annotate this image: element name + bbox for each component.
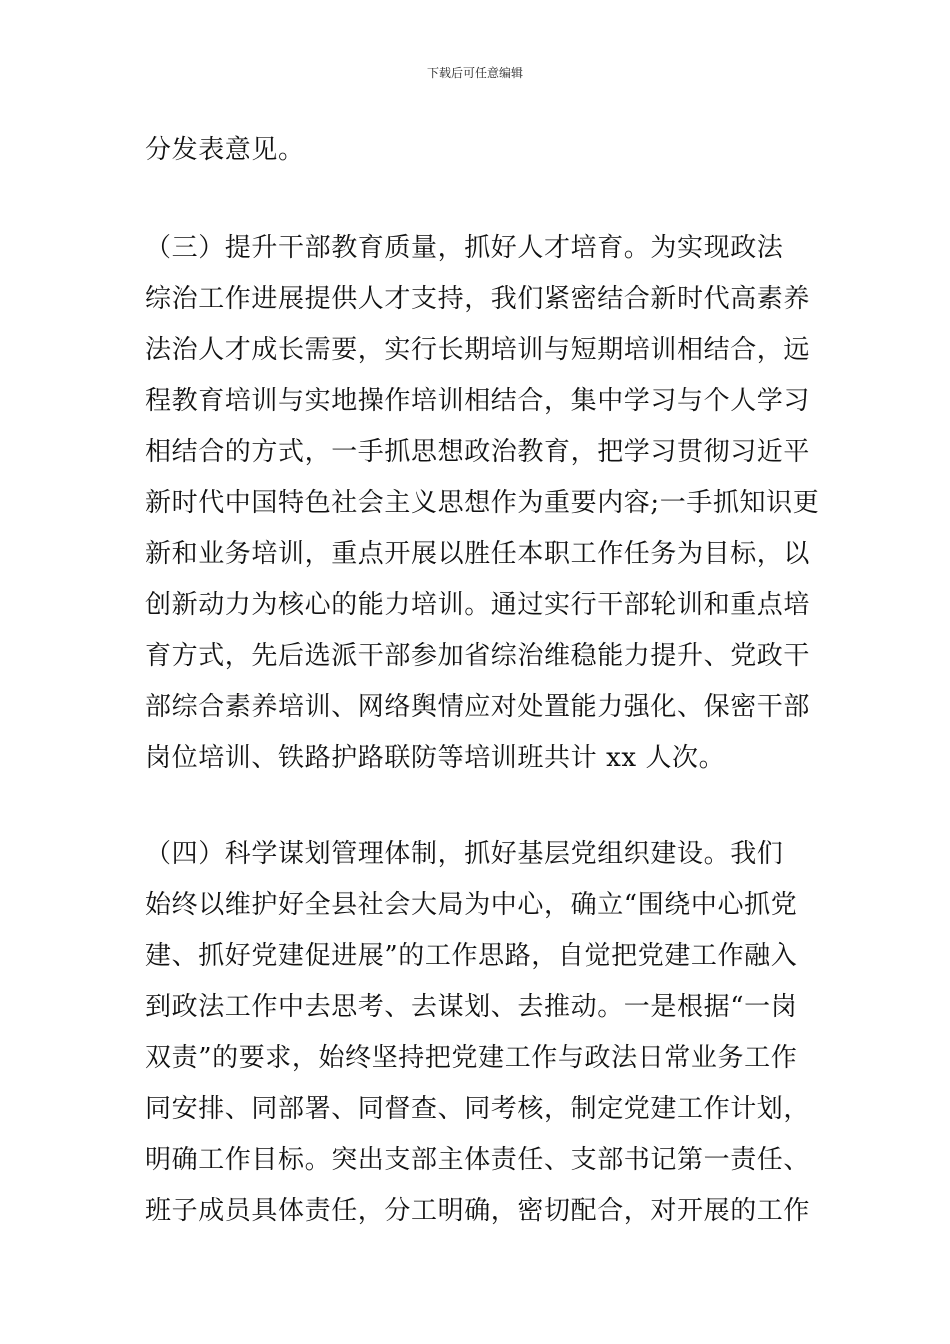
text-line: 综治工作进展提供人才支持，我们紧密结合新时代高素养 [145,284,811,314]
text-line: 明确工作目标。突出支部主体责任、支部书记第一责任、 [145,1145,811,1175]
text-line: 双责”的要求，始终坚持把党建工作与政法日常业务工作 [145,1043,798,1073]
text-line: 部综合素养培训、网络舆情应对处置能力强化、保密干部 [145,692,811,722]
text-line: 分发表意见。 [145,135,305,165]
text-line: 班子成员具体责任，分工明确，密切配合，对开展的工作 [145,1196,811,1226]
text-line: 岗位培训、铁路护路联防等培训班共计 xx 人次。 [145,743,726,773]
page-header: 下载后可任意编辑 [426,66,523,80]
text-line: 新时代中国特色社会主义思想作为重要内容;一手抓知识更 [145,488,820,518]
text-line: 育方式，先后选派干部参加省综治维稳能力提升、党政干 [145,641,811,671]
text-line: 到政法工作中去思考、去谋划、去推动。一是根据“一岗 [145,992,798,1022]
text-line: 始终以维护好全县社会大局为中心，确立“围绕中心抓党 [145,890,798,920]
text-line: 建、抓好党建促进展”的工作思路，自觉把党建工作融入 [145,941,798,971]
text-line: （三）提升干部教育质量，抓好人才培育。为实现政法 [145,233,784,263]
text-line: 相结合的方式，一手抓思想政治教育，把学习贯彻习近平 [145,437,811,467]
text-line: 创新动力为核心的能力培训。通过实行干部轮训和重点培 [145,590,811,620]
text-line: 新和业务培训，重点开展以胜任本职工作任务为目标，以 [145,539,811,569]
text-line: 法治人才成长需要，实行长期培训与短期培训相结合，远 [145,335,811,365]
text-line: 程教育培训与实地操作培训相结合，集中学习与个人学习 [145,386,811,416]
text-line: （四）科学谋划管理体制，抓好基层党组织建设。我们 [145,839,784,869]
text-line: 同安排、同部署、同督查、同考核，制定党建工作计划， [145,1094,811,1124]
